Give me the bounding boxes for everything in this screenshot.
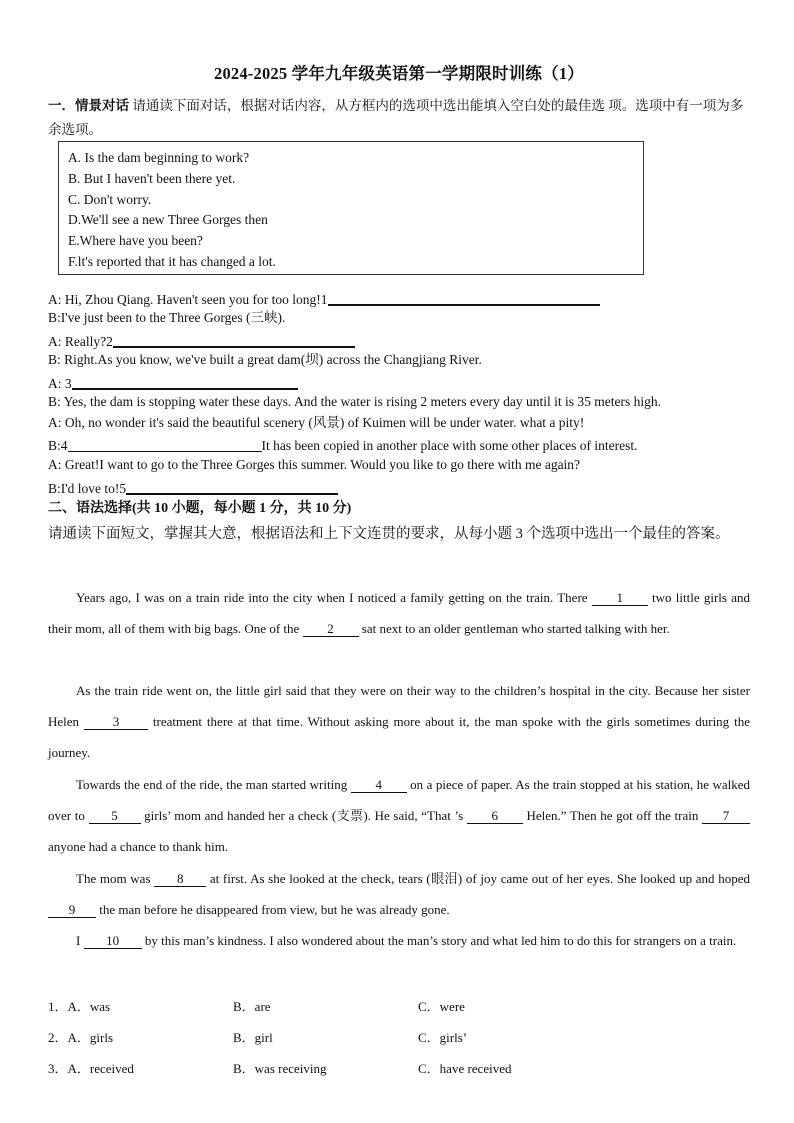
passage-text: As the train ride went on, the little girl said that they were on their way to the children’s hospital in the city. Because her sister Helen [48,683,750,729]
passage-blank-1[interactable]: 1 [592,590,648,606]
q3-option-a[interactable]: A．received [67,1061,134,1076]
question-3: 3．A．received [48,1061,134,1076]
passage-blank-9[interactable]: 9 [48,902,96,918]
answer-blank-1[interactable] [328,290,600,306]
q2-option-c[interactable]: C．girls’ [418,1030,468,1045]
passage-text: on a piece of paper. As the train stopped at his station, he walked over to [48,777,750,823]
section1-instruction: 请通读下面对话，根据对话内容，从方框内的选项中选出能填入空白处的最佳选 项。选项中有一项为多余选项。 [48,98,744,137]
answer-blank-2[interactable] [113,332,355,348]
q2-option-b[interactable]: B．girl [233,1030,273,1045]
passage-paragraph-2 [48,675,750,768]
dialogue-line-2: B:I've just been to the Three Gorges (三峡). [48,310,286,325]
passage-blank-5[interactable]: 5 [89,808,141,824]
q1-option-b[interactable]: B．are [233,999,271,1014]
passage-blank-2[interactable]: 2 [303,621,359,637]
section1-label: 一．情景对话 [48,98,129,113]
dialogue-line-8: B:4 It has been copied in another place with some other places of interest. [48,438,638,453]
option-a: A. Is the dam beginning to work? [68,150,250,165]
passage-paragraph-3 [48,769,750,862]
section2-heading: 二、语法选择(共 10 小题，每小题 1 分，共 10 分) [48,501,352,516]
dialogue-line-4: B: Right.As you know, we've built a great dam(坝) across the Changjiang River. [48,352,482,367]
passage-text: Towards the end of the ride, the man started writing [76,777,351,792]
passage-text: girls’ mom and handed her a check (支票). He said, “That ’s [140,808,467,823]
option-e: E.Where have you been? [68,233,203,249]
q2-option-a[interactable]: A．girls [67,1030,114,1045]
option-c: C. Don't worry. [68,191,152,207]
q1-option-c[interactable]: C．were [418,999,465,1014]
passage-text: Helen.” Then he got off the train [522,808,703,823]
passage-blank-6[interactable]: 6 [467,808,523,824]
option-f: F.lt's reported that it has changed a lot. [68,253,276,269]
passage-text: sat next to an older gentleman who started talking with her. [358,621,670,636]
answer-blank-4[interactable] [68,437,262,452]
section1-heading [48,94,750,142]
answer-blank-5[interactable] [126,479,338,495]
passage-paragraph-5 [48,925,750,956]
passage-text: The mom was [76,871,155,886]
dialogue-line-1: A: Hi, Zhou Qiang. Haven't seen you for too long!1 [48,288,600,309]
option-d: D.We'll see a new Three Gorges then [68,212,268,228]
passage-blank-4[interactable]: 4 [351,777,407,793]
option-b: B. But I haven't been there yet. [68,170,236,186]
passage-text: at first. As she looked at the check, tears (眼泪) of joy came out of her eyes. She looked up and hoped [206,871,750,886]
question-1: 1．A．was [48,999,111,1014]
passage-text: Years ago, I was on a train ride into the city when I noticed a family getting on the train. There [76,590,592,605]
passage-text: I [76,933,84,948]
passage-text: treatment there at that time. Without asking more about it, the man spoke with the girls sometimes during the journey. [48,714,750,760]
dialogue-line-6: B: Yes, the dam is stopping water these days. And the water is rising 2 meters every day until it is 35 meters high. [48,394,662,409]
passage-paragraph-4 [48,863,750,925]
q3-option-c[interactable]: C．have received [418,1061,512,1076]
passage-text: two little girls and their mom, all of them with big bags. One of the [48,590,751,636]
passage-blank-10[interactable]: 10 [84,933,142,949]
passage-blank-7[interactable]: 7 [702,808,750,824]
dialogue-line-7: A: Oh, no wonder it's said the beautiful scenery (风景) of Kuimen will be under water. what a pity! [48,415,585,430]
q3-option-b[interactable]: B．was receiving [233,1061,327,1076]
page-title: 2024-2025 学年九年级英语第一学期限时训练（1） [214,64,584,83]
passage-paragraph-1 [48,582,750,644]
passage-blank-8[interactable]: 8 [154,871,206,887]
section2-intro: 请通读下面短文，掌握其大意，根据语法和上下文连贯的要求，从每小题 3 个选项中选出一个最佳的答案。 [48,526,730,542]
dialogue-line-10: B:I'd love to!5 [48,477,338,498]
passage-text: the man before he disappeared from view, but he was already gone. [96,902,450,917]
passage-text: anyone had a chance to thank him. [48,839,229,854]
answer-blank-3[interactable] [72,374,298,390]
question-2: 2．A．girls [48,1030,114,1045]
passage-text: by this man’s kindness. I also wondered about the man’s story and what led him to do this for strangers on a train. [141,933,737,948]
dialogue-line-9: A: Great!I want to go to the Three Gorges this summer. Would you like to go there with me again? [48,457,581,472]
dialogue-line-3: A: Really?2 [48,330,355,351]
q1-option-a[interactable]: A．was [67,999,111,1014]
options-box [58,141,644,275]
passage-blank-3[interactable]: 3 [84,714,148,730]
dialogue-line-5: A: 3 [48,372,298,393]
